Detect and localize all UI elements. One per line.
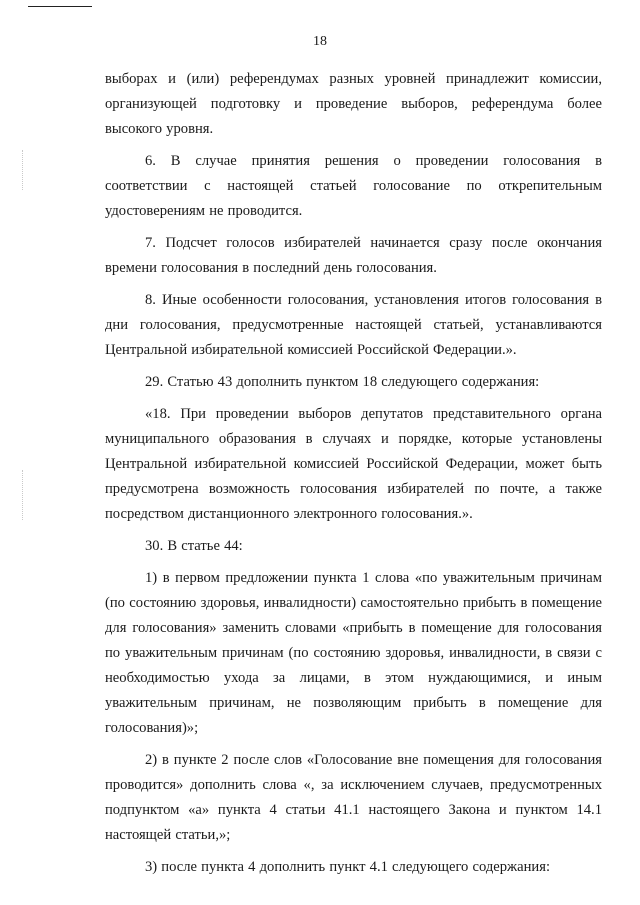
paragraph-item-29-quote: «18. При проведении выборов депутатов представительного органа муниципального образования в случаях и порядке, которые установлены Центральной избирательной комиссией Российской Федерации, может быть предусмотрена возможность голосования избирателей по почте, а также посредством дистанционного электронного голосования.». [105,406,602,522]
document-body [105,67,602,880]
paragraph-item-30-3: 3) после пункта 4 дополнить пункт 4.1 следующего содержания: [145,859,551,875]
paragraph-continuation: выборах и (или) референдумах разных уровней принадлежит комиссии, организующей подготовку и проведение выборов, референдума более высокого уровня. [105,71,602,137]
margin-scan-mark [22,470,23,520]
page-number: 18 [313,34,327,49]
paragraph-item-30: 30. В статье 44: [145,538,243,554]
paragraph-item-30-2: 2) в пункте 2 после слов «Голосование вне помещения для голосования проводится» дополнить слова «, за исключением случаев, предусмотренных подпунктом «а» пункта 4 статьи 41.1 настоящего Закона и пунктом 14.1 настоящей статьи,»; [105,752,602,843]
top-rule-line [28,6,92,7]
paragraph-item-30-1: 1) в первом предложении пункта 1 слова «по уважительным причинам (по состоянию здоровья, инвалидности) самостоятельно прибыть в помещение для голосования» заменить словами «прибыть в помещение для голосования по уважительным причинам (по состоянию здоровья, инвалидности, в связи с необходимостью ухода за лицами, в этом нуждающимися, и иным уважительным причинам, не позволяющим прибыть в помещение для голосования)»; [105,570,602,736]
margin-scan-mark [22,150,23,190]
paragraph-item-8: 8. Иные особенности голосования, установления итогов голосования в дни голосования, предусмотренные настоящей статьей, устанавливаются Центральной избирательной комиссией Российской Федерации.». [105,292,602,358]
paragraph-item-6: 6. В случае принятия решения о проведении голосования в соответствии с настоящей статьей голосование по открепительным удостоверениям не проводится. [105,153,602,219]
paragraph-item-7: 7. Подсчет голосов избирателей начинается сразу после окончания времени голосования в последний день голосования. [105,235,602,276]
paragraph-item-29: 29. Статью 43 дополнить пунктом 18 следующего содержания: [145,374,540,390]
